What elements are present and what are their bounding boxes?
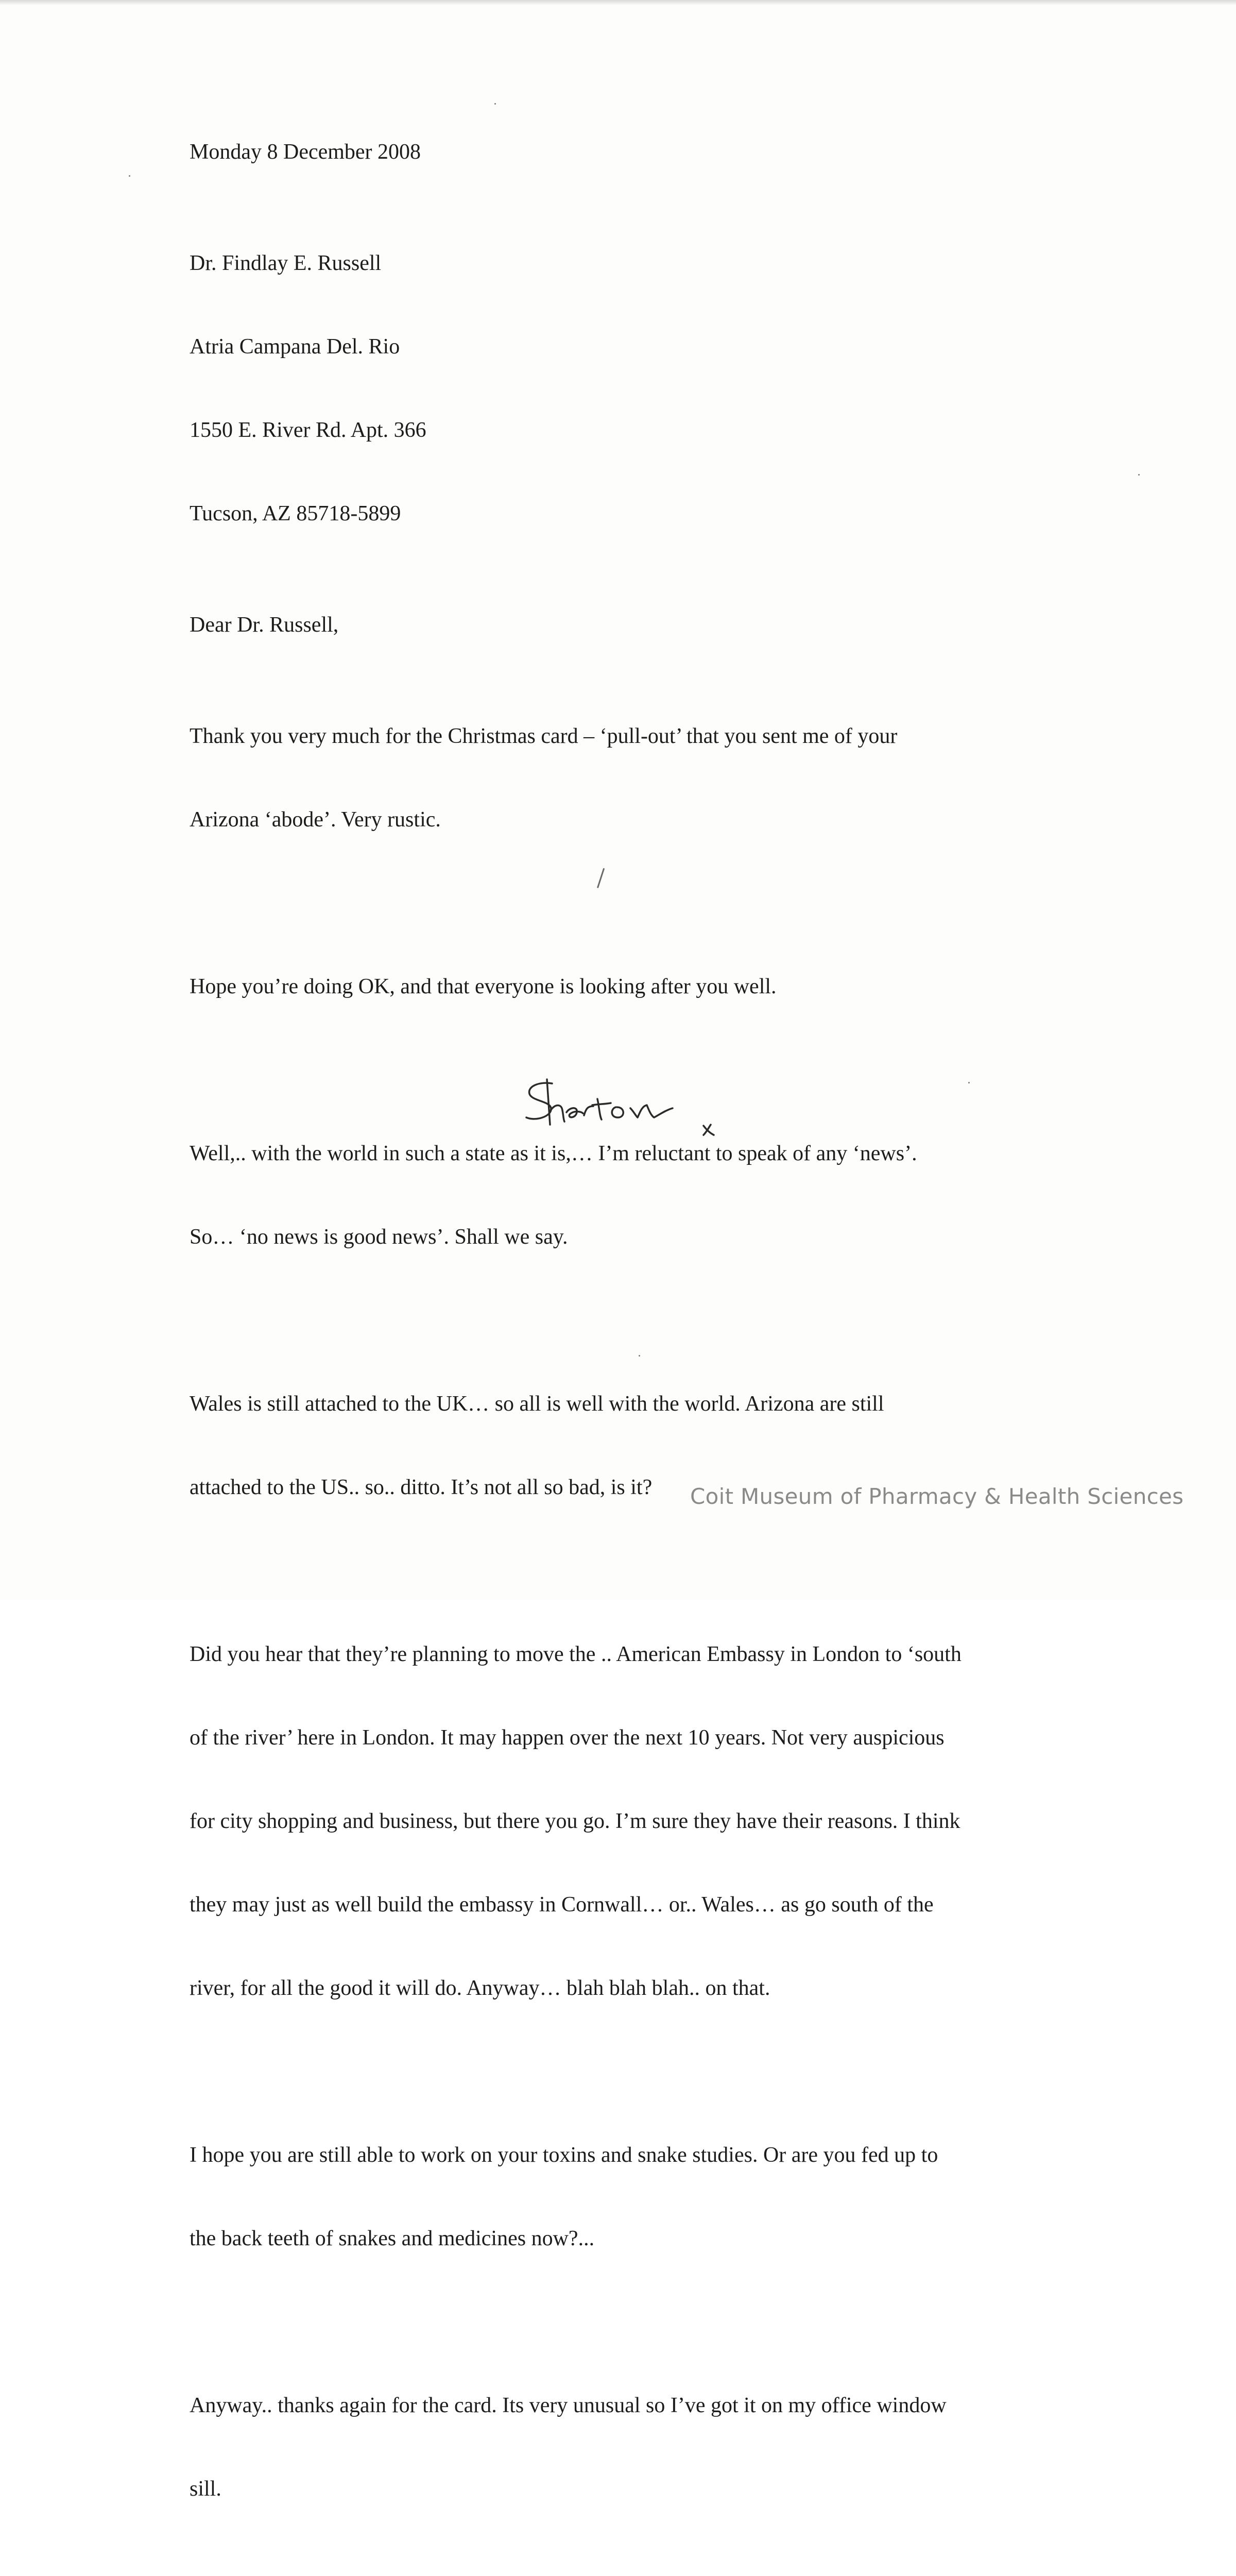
paragraph xyxy=(190,667,1065,889)
recipient-address xyxy=(190,194,1065,583)
paragraph-line: Wales is still attached to the UK… so all is well with the world. Arizona are still xyxy=(190,1392,884,1416)
paragraph-line: they may just as well build the embassy in Cornwall… or.. Wales… as go south of the xyxy=(190,1893,934,1917)
paragraph-line: Well,.. with the world in such a state as it is,… I’m reluctant to speak of any ‘news’. xyxy=(190,1142,917,1165)
scan-speck xyxy=(1138,474,1140,476)
paragraph-line: Anyway.. thanks again for the card. Its very unusual so I’ve got it on my office window xyxy=(190,2394,947,2417)
recipient-name: Dr. Findlay E. Russell xyxy=(190,251,382,275)
paragraph xyxy=(190,2086,1065,2308)
paragraph-line: I hope you are still able to work on your toxins and snake studies. Or are you fed up to xyxy=(190,2143,938,2167)
paragraph xyxy=(190,917,1065,1056)
scan-speck xyxy=(494,103,496,105)
paragraph-line: Thank you very much for the Christmas card – ‘pull-out’ that you sent me of your xyxy=(190,724,898,748)
paragraph-line: of the river’ here in London. It may happen over the next 10 years. Not very auspicious xyxy=(190,1726,945,1750)
paragraph-line: Hope you’re doing OK, and that everyone is looking after you well. xyxy=(190,975,777,998)
paragraph xyxy=(190,2336,1065,2558)
paragraph-line: So… ‘no news is good news’. Shall we say. xyxy=(190,1225,568,1249)
paragraph-line: for city shopping and business, but there you go. I’m sure they have their reasons. I think xyxy=(190,1809,960,1833)
scan-edge xyxy=(0,0,1236,5)
museum-watermark: Coit Museum of Pharmacy & Health Sciences xyxy=(690,1484,1184,1509)
handwritten-signature xyxy=(520,1074,736,1141)
paragraph-line: attached to the US.. so.. ditto. It’s not all so bad, is it? xyxy=(190,1476,653,1499)
paragraph-line: Did you hear that they’re planning to move the .. American Embassy in London to ‘south xyxy=(190,1642,962,1666)
recipient-address-line: 1550 E. River Rd. Apt. 366 xyxy=(190,418,426,442)
scan-speck xyxy=(968,1082,970,1083)
salutation: Dear Dr. Russell, xyxy=(190,613,339,637)
paragraph xyxy=(190,1585,1065,2058)
letter-date: Monday 8 December 2008 xyxy=(190,140,421,164)
scan-speck xyxy=(129,175,130,177)
recipient-address-line: Tucson, AZ 85718-5899 xyxy=(190,502,401,526)
paragraph xyxy=(190,1334,1065,1557)
recipient-address-line: Atria Campana Del. Rio xyxy=(190,335,400,359)
paragraph-line: Arizona ‘abode’. Very rustic. xyxy=(190,808,441,832)
paragraph-line: river, for all the good it will do. Anyway… blah blah blah.. on that. xyxy=(190,1976,770,2000)
letter-body xyxy=(190,138,1065,2576)
paragraph-line: the back teeth of snakes and medicines now?... xyxy=(190,2227,595,2250)
scan-speck xyxy=(639,1355,640,1357)
paragraph-line: sill. xyxy=(190,2477,221,2501)
